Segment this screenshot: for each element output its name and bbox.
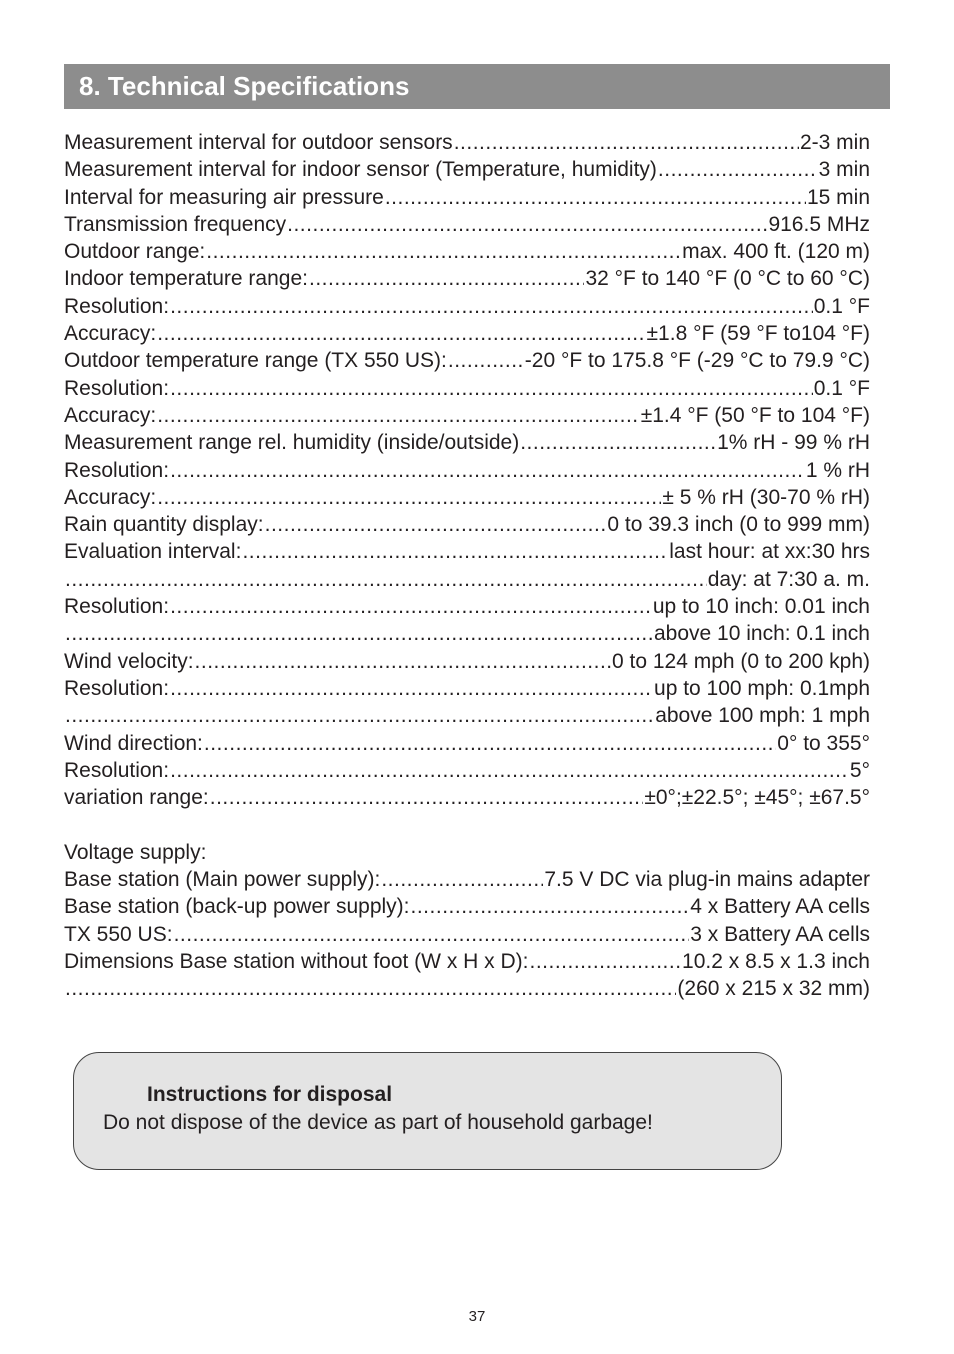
section-header: [64, 64, 890, 109]
spec-label: Outdoor range:: [64, 240, 206, 264]
disposal-notice: [73, 1052, 782, 1170]
leader-dots: [65, 620, 653, 647]
spec-label: Resolution:: [64, 595, 170, 619]
spec-value: 2-3 min: [799, 131, 870, 154]
spec-row: [64, 757, 870, 784]
page-number: 37: [468, 1308, 486, 1325]
spec-label: Wind velocity:: [64, 649, 194, 673]
notice-text: Do not dispose of the device as part of household garbage!: [103, 1111, 653, 1134]
leader-dots: [157, 320, 645, 347]
spec-label: TX 550 US:: [64, 922, 173, 946]
spec-row: [64, 921, 870, 948]
spec-value: ± 5 % rH (30-70 % rH): [662, 485, 870, 509]
spec-row: [64, 975, 870, 1002]
spec-row: [64, 320, 870, 347]
leader-dots: [170, 457, 805, 484]
spec-label: Rain quantity display:: [64, 513, 264, 537]
spec-label: Evaluation interval:: [64, 540, 242, 564]
leader-dots: [170, 375, 813, 402]
spec-value: 4 x Battery AA cells: [690, 895, 870, 919]
leader-dots: [454, 129, 799, 156]
spec-label: Interval for measuring air pressure: [64, 185, 384, 209]
spec-row: [64, 156, 870, 183]
leader-dots: [65, 702, 654, 729]
leader-dots: [195, 648, 611, 675]
spacer: [64, 811, 870, 838]
leader-dots: [309, 265, 584, 292]
spec-value: up to 10 inch: 0.01 inch: [652, 595, 870, 619]
spec-label: variation range:: [64, 786, 209, 810]
leader-dots: [170, 675, 653, 702]
leader-dots: [65, 566, 707, 593]
spec-label: Base station (back-up power supply):: [64, 895, 410, 919]
spec-value: last hour: at xx:30 hrs: [669, 540, 870, 564]
spec-label: Resolution:: [64, 294, 170, 318]
spec-value: ±1.4 °F (50 °F to 104 °F): [640, 403, 870, 427]
spec-row: [64, 948, 870, 975]
leader-dots: [520, 429, 716, 456]
notice-title: Instructions for disposal: [147, 1083, 393, 1106]
leader-dots: [381, 866, 543, 893]
spec-value: above 100 mph: 1 mph: [655, 704, 870, 728]
voltage-heading: [64, 839, 870, 866]
spec-row: [64, 402, 870, 429]
spec-value: 916.5 MHz: [768, 212, 870, 236]
spec-row: [64, 238, 870, 265]
spec-value: 1% rH - 99 % rH: [717, 431, 870, 455]
spec-value: 32 °F to 140 °F (0 °C to 60 °C): [585, 267, 870, 291]
leader-dots: [174, 921, 690, 948]
spec-value: above 10 inch: 0.1 inch: [654, 622, 870, 646]
leader-dots: [242, 538, 668, 565]
leader-dots: [658, 156, 818, 183]
spec-label: Resolution:: [64, 676, 170, 700]
spec-label: Measurement interval for outdoor sensors: [64, 131, 453, 154]
spec-row: [64, 784, 870, 811]
spec-row: [64, 866, 870, 893]
spec-value: 3 min: [818, 158, 870, 182]
leader-dots: [287, 211, 767, 238]
spec-row: [64, 511, 870, 538]
leader-dots: [157, 402, 639, 429]
spec-row: [64, 129, 870, 156]
spec-label: Wind direction:: [64, 731, 203, 755]
section-title: 8. Technical Specifications: [79, 71, 410, 101]
spec-value: (260 x 215 x 32 mm): [677, 977, 870, 1001]
spec-row: [64, 457, 870, 484]
spec-value: 5°: [849, 758, 870, 782]
leader-dots: [170, 593, 652, 620]
spec-label: Transmission frequency: [64, 212, 287, 236]
spec-row: [64, 293, 870, 320]
spec-row: [64, 211, 870, 238]
spec-value: 0.1 °F: [813, 294, 870, 318]
spec-label: Dimensions Base station without foot (W x H x D):: [64, 949, 529, 973]
leader-dots: [170, 293, 813, 320]
spec-row: [64, 484, 870, 511]
spec-label: Resolution:: [64, 458, 170, 482]
spec-row: [64, 730, 870, 757]
spec-value: day: at 7:30 a. m.: [707, 567, 870, 591]
leader-dots: [170, 757, 849, 784]
spec-value: 0 to 124 mph (0 to 200 kph): [612, 649, 870, 673]
spec-row: [64, 429, 870, 456]
spec-value: ±0°;±22.5°; ±45°; ±67.5°: [644, 786, 870, 810]
spec-value: up to 100 mph: 0.1mph: [654, 676, 870, 700]
leader-dots: [206, 238, 681, 265]
leader-dots: [530, 948, 682, 975]
spec-label: Indoor temperature range:: [64, 267, 308, 291]
voltage-heading-text: Voltage supply:: [64, 840, 207, 864]
spec-value: 0 to 39.3 inch (0 to 999 mm): [607, 513, 870, 537]
spec-row: [64, 184, 870, 211]
spec-row: [64, 265, 870, 292]
spec-row: [64, 648, 870, 675]
leader-dots: [210, 784, 644, 811]
spec-row: [64, 675, 870, 702]
spec-value: 15 min: [806, 185, 870, 209]
spec-label: Outdoor temperature range (TX 550 US):: [64, 349, 447, 373]
spec-row: [64, 593, 870, 620]
spec-list: [64, 129, 870, 1003]
spec-value: 7.5 V DC via plug-in mains adapter: [544, 868, 870, 892]
spec-row: [64, 566, 870, 593]
leader-dots: [411, 893, 690, 920]
spec-label: Accuracy:: [64, 485, 157, 509]
spec-row: [64, 375, 870, 402]
leader-dots: [157, 484, 661, 511]
spec-value: max. 400 ft. (120 m): [682, 240, 870, 264]
spec-value: 0° to 355°: [777, 731, 870, 755]
leader-dots: [265, 511, 607, 538]
leader-dots: [204, 730, 776, 757]
spec-value: 10.2 x 8.5 x 1.3 inch: [682, 949, 870, 973]
leader-dots: [385, 184, 806, 211]
spec-value: -20 °F to 175.8 °F (-29 °C to 79.9 °C): [524, 349, 870, 373]
spec-row: [64, 538, 870, 565]
spec-value: 3 x Battery AA cells: [690, 922, 870, 946]
spec-label: Measurement range rel. humidity (inside/outside): [64, 431, 520, 455]
spec-row: [64, 893, 870, 920]
spec-row: [64, 347, 870, 374]
leader-dots: [65, 975, 676, 1002]
spec-label: Base station (Main power supply):: [64, 868, 381, 892]
spec-row: [64, 620, 870, 647]
spec-value: 1 % rH: [805, 458, 870, 482]
spec-label: Resolution:: [64, 758, 170, 782]
spec-row: [64, 702, 870, 729]
spec-value: ±1.8 °F (59 °F to104 °F): [646, 322, 870, 346]
spec-label: Accuracy:: [64, 322, 157, 346]
spec-value: 0.1 °F: [813, 376, 870, 400]
spec-label: Accuracy:: [64, 403, 157, 427]
leader-dots: [448, 347, 524, 374]
spec-label: Resolution:: [64, 376, 170, 400]
spec-label: Measurement interval for indoor sensor (Temperature, humidity): [64, 158, 657, 182]
